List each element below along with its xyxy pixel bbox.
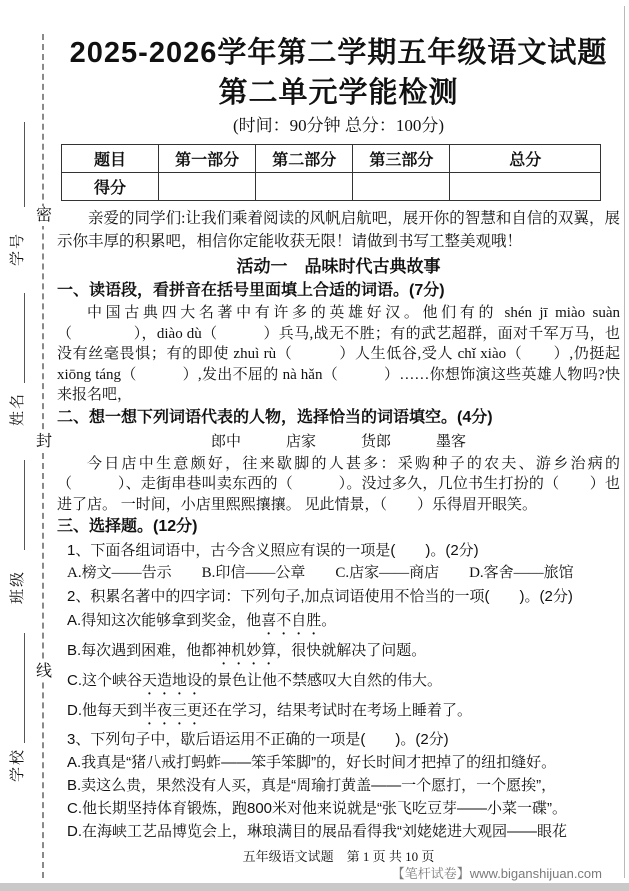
score-table-score-row [62, 173, 601, 201]
question3-2-option-a [67, 608, 620, 638]
score-table-header-cell: 第三部分 [353, 145, 450, 173]
question3-2-option-b [67, 638, 620, 668]
emphasized-idiom: 神机妙算 [216, 642, 277, 659]
question3-3-option-a: A.我真是“猪八戒打蚂蚱——笨手笨脚”的，好长时间才把掉了的纽扣缝好。 [67, 754, 557, 771]
question3-heading: 三、选择题。(12分) [57, 518, 198, 535]
question2-heading: 二、想一想下列词语代表的人物，选择恰当的词语填空。(4分) [57, 408, 493, 426]
time-score-line: (时间：90分钟 总分：100分) [232, 116, 445, 135]
option-text: 。 [321, 612, 337, 629]
score-cell-empty [256, 173, 353, 201]
intro-paragraph: 亲爱的同学们:让我们乘着阅读的风帆启航吧，展开你的智慧和自信的双翼，展示你丰厚的积累吧，相信你定能收获无限！请做到书写工整美观哦！ [57, 210, 620, 250]
question3-1-stem: 1、下面各组词语中，古今含义照应有误的一项是( )。(2分) [67, 542, 479, 559]
question3-2-option-d [67, 698, 620, 728]
option-text: 的景色让他不禁感叹大自然的伟大。 [202, 672, 443, 689]
seal-char-xian: 线 [35, 663, 52, 680]
question3-3-option-b: B.卖这么贵，果然没有人买，真是“周瑜打黄盖——一个愿打，一个愿挨”， [67, 777, 557, 794]
emphasized-idiom: 天造地设 [142, 672, 203, 689]
seal-dashed-line [42, 34, 44, 878]
question3-2-option-c [67, 668, 620, 698]
score-cell-empty [159, 173, 256, 201]
question3-2-stem: 2、积累名著中的四字词：下列句子,加点词语使用不恰当的一项( )。(2分) [67, 588, 573, 605]
fill-in-line [24, 122, 25, 207]
footer-page-number: 五年级语文试题 第 1 页 共 10 页 [242, 849, 435, 864]
exam-content [57, 0, 624, 882]
score-table-header-cell: 题目 [62, 145, 159, 173]
option-text: A.得知这次能够拿到奖金，他 [67, 612, 262, 629]
question3-3-option-d: D.在海峡工艺品博览会上，琳琅满目的展品看得我“刘姥姥进大观园——眼花 [67, 823, 567, 840]
student-name-label: 姓名 [9, 391, 26, 426]
student-id-label: 学号 [9, 231, 26, 266]
class-label: 班级 [9, 569, 26, 604]
score-table-header-cell: 第二部分 [256, 145, 353, 173]
activity-heading: 活动一 品味时代古典故事 [236, 257, 441, 276]
question2-word-bank: 郎中 店家 货郎 墨客 [210, 433, 466, 450]
page-right-border [624, 6, 625, 878]
score-table-header-cell: 第一部分 [159, 145, 256, 173]
score-cell-empty [450, 173, 601, 201]
seal-char-mi: 密 [35, 207, 52, 224]
score-table-header-row [62, 145, 601, 173]
score-table-header-cell: 总分 [450, 145, 601, 173]
footer-watermark: 【笔杆试卷】www.biganshijuan.com [391, 866, 602, 881]
emphasized-idiom: 半夜三更 [142, 702, 203, 719]
question1-passage: 中国古典四大名著中有许多的英雄好汉。他们有的 shén jī miào suàn（ ），diào dù（ ）兵马,战无不胜；有的武艺超群，面对千军万马，也没有丝毫畏惧；有的即使 zhuì rù（ ）人生低谷,受人 chǐ xiào（ ）,仍挺起 xiōng táng（ ）,发出不屈的 nà hǎn（ ）……你想饰演这些英雄人物吗?快来报名吧， [57, 305, 624, 403]
option-text: 还在学习，结果考试时在考场上睡着了。 [202, 702, 473, 719]
window-bottom-edge [0, 883, 629, 891]
score-cell-empty [353, 173, 450, 201]
option-text: ，很快就解决了问题。 [276, 642, 427, 659]
fill-in-line [24, 460, 25, 550]
question1-heading: 一、读语段，看拼音在括号里面填上合适的词语。(7分) [57, 282, 445, 299]
option-text: B.每次遇到困难，他都 [67, 642, 217, 659]
score-row-label: 得分 [62, 173, 159, 201]
question3-1-options: A.榜文——告示 B.印信——公章 C.店家——商店 D.客舍——旅馆 [67, 565, 574, 581]
fill-in-line [24, 633, 25, 743]
option-text: C.这个峡谷 [67, 672, 143, 689]
question3-3-stem: 3、下列句子中，歇后语运用不正确的一项是( )。(2分) [67, 731, 449, 748]
score-table [61, 144, 601, 201]
option-text: D.他每天到 [67, 702, 143, 719]
exam-title: 2025-2026学年第二学期五年级语文试题 [69, 37, 608, 69]
school-label: 学校 [9, 747, 26, 782]
question3-3-option-c: C.他长期坚持体育锻炼，跑800米对他来说就是“张飞吃豆芽——小菜一碟”。 [67, 800, 568, 817]
question2-passage: 今日店中生意颇好，往来歇脚的人甚多：采购种子的农夫、游乡治病的（ ）、走街串巷叫卖东西的（ ）。没过多久，几位书生打扮的（ ）也进了店。 一时间，小店里熙熙攘攘。 见此情景，（ ）乐得眉开眼笑。 [57, 455, 620, 513]
exam-subtitle: 第二单元学能检测 [218, 77, 459, 109]
fill-in-line [24, 293, 25, 383]
emphasized-idiom: 喜不自胜 [261, 612, 322, 629]
seal-char-feng: 封 [35, 433, 52, 450]
